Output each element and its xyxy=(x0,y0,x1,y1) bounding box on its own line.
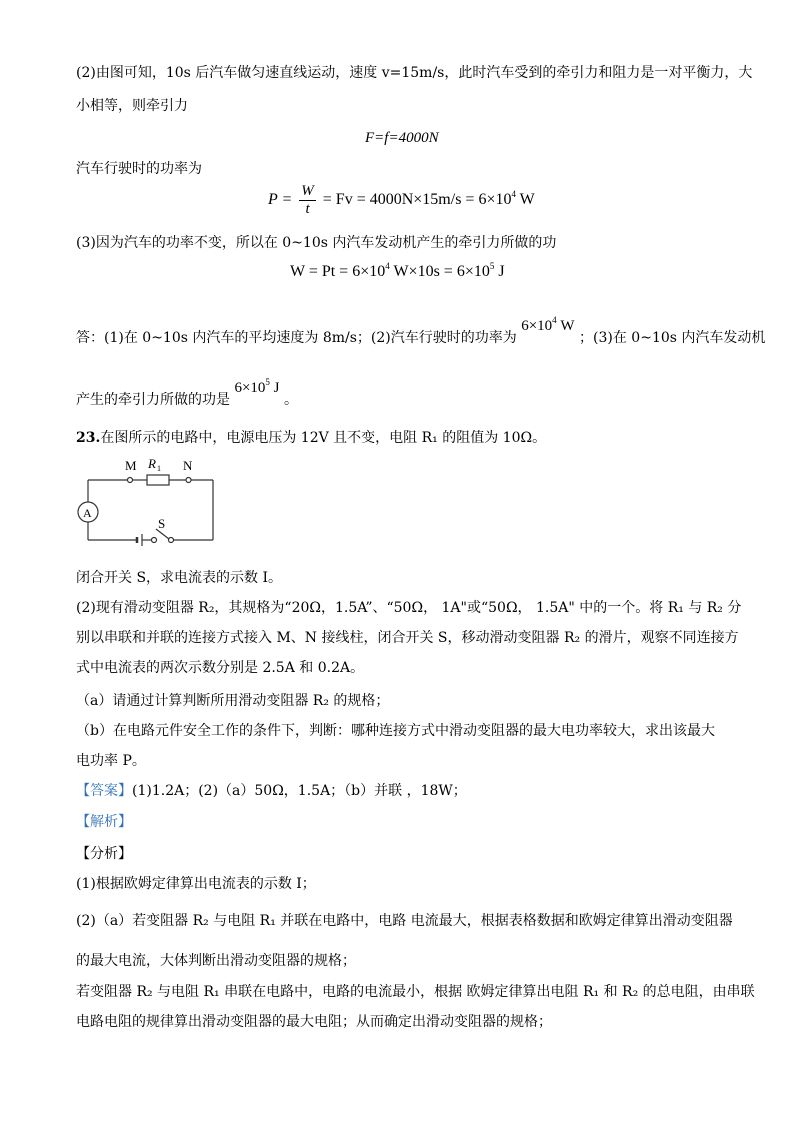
formula-base: 6×10 xyxy=(234,380,266,396)
resistor-r1 xyxy=(147,475,169,485)
fraction-w-over-t xyxy=(299,184,316,217)
step2-line2: 小相等，则牵引力 xyxy=(76,98,188,114)
label-r1-subscript: 1 xyxy=(157,464,161,473)
step3-line: (3)因为汽车的功率不变，所以在 0~10s 内汽车发动机产生的牵引力所做的功 xyxy=(76,235,557,251)
equation-work xyxy=(290,262,505,280)
subquestion-b-line2: 电功率 P。 xyxy=(76,753,146,769)
circuit-diagram xyxy=(70,452,220,557)
work-exponent-2: 5 xyxy=(489,261,495,271)
question-text: 在图所示的电路中，电源电压为 12V 且不变，电阻 R₁ 的阻值为 10Ω。 xyxy=(100,430,547,446)
terminal-n xyxy=(186,478,191,483)
switch-contact-right xyxy=(169,538,174,543)
label-m: M xyxy=(125,458,137,473)
work-exponent-1: 4 xyxy=(385,261,390,271)
question-number: 23. xyxy=(76,430,101,446)
switch-contact-left xyxy=(152,538,157,543)
jiexi-label: 【解析】 xyxy=(76,814,132,830)
summary2-text-b: 。 xyxy=(283,392,298,408)
subquestion-a: （a）请通过计算判断所用滑动变阻器 R₂ 的规格； xyxy=(76,693,390,709)
summary-power-formula xyxy=(521,315,575,334)
label-r1: R xyxy=(148,456,156,471)
label-a: A xyxy=(83,506,92,520)
step2-line1: (2)由图可知，10s 后汽车做匀速直线运动，速度 v=15m/s，此时汽车受到的牵引力和阻力是一对平衡力，大 xyxy=(76,65,753,81)
subquestion-1: 闭合开关 S，求电流表的示数 I。 xyxy=(76,570,283,586)
summary2-text-a: 产生的牵引力所做的功是 xyxy=(76,392,230,408)
formula-exponent: 4 xyxy=(552,315,557,325)
summary-work-formula xyxy=(234,377,280,396)
work-mid: W×10s = 6×10 xyxy=(389,263,490,280)
answer-label: 【答案】 xyxy=(76,783,132,799)
analysis-1: (1)根据欧姆定律算出电流表的示数 I； xyxy=(76,876,316,892)
summary-text-b: ；(3)在 0~10s 内汽车发动机 xyxy=(579,330,766,346)
subquestion-b-line1: （b）在电路元件安全工作的条件下，判断：哪种连接方式中滑动变阻器的最大电功率较大，求出该最大 xyxy=(76,723,715,739)
formula-base: 6×10 xyxy=(521,318,553,334)
analysis-2-line2: 的最大电流，大体判断出滑动变阻器的规格； xyxy=(76,953,356,969)
subquestion-2-line1: (2)现有滑动变阻器 R₂，其规格为“20Ω，1.5A”、“50Ω， 1A"或“50Ω， 1.5A" 中的一个。将 R₁ 与 R₂ 分 xyxy=(76,600,742,616)
label-s: S xyxy=(158,516,166,531)
analysis-3-line2: 电路电阻的规律算出滑动变阻器的最大电阻；从而确定出滑动变阻器的规格； xyxy=(76,1014,552,1030)
formula-unit: W xyxy=(556,318,575,334)
power-rhs: = Fv = 4000N×15m/s = 6×10 xyxy=(322,191,512,209)
formula-unit: J xyxy=(269,380,280,396)
formula-exponent: 5 xyxy=(265,377,270,387)
answer-line xyxy=(76,784,467,798)
summary-text-a: 答：(1)在 0~10s 内汽车的平均速度为 8m/s；(2)汽车行驶时的功率为 xyxy=(76,330,517,346)
fraction-denominator: t xyxy=(305,201,310,217)
work-lhs: W = Pt = 6×10 xyxy=(290,263,386,280)
power-unit: W xyxy=(515,191,535,209)
answer-text: (1)1.2A；(2)（a）50Ω，1.5A；（b）并联 ，18W； xyxy=(132,783,467,799)
work-unit: J xyxy=(494,263,505,280)
analysis-3-line1: 若变阻器 R₂ 与电阻 R₁ 串联在电路中，电路的电流最小，根据 欧姆定律算出电阻 R₁ 和 R₂ 的总电阻，由串联 xyxy=(76,984,755,1000)
subquestion-2-line2: 别以串联和并联的连接方式接入 M、N 接线柱，闭合开关 S，移动滑动变阻器 R₂ 的滑片，观察不同连接方 xyxy=(76,630,739,646)
terminal-m xyxy=(128,478,133,483)
fenxi-label: 【分析】 xyxy=(76,846,132,862)
analysis-2-line1: (2)（a）若变阻器 R₂ 与电阻 R₁ 并联在电路中，电路 电流最大，根据表格数据和欧姆定律算出滑动变阻器 xyxy=(76,913,733,929)
subquestion-2-line3: 式中电流表的两次示数分别是 2.5A 和 0.2A。 xyxy=(76,660,365,676)
fraction-numerator: W xyxy=(301,183,314,199)
power-lhs: P = xyxy=(268,191,293,209)
power-exponent: 4 xyxy=(511,189,516,200)
power-intro: 汽车行驶时的功率为 xyxy=(76,161,202,177)
equation-force: F=f=4000N xyxy=(365,130,439,146)
equation-power xyxy=(268,184,535,217)
label-n: N xyxy=(183,458,193,473)
question-23 xyxy=(76,431,546,445)
